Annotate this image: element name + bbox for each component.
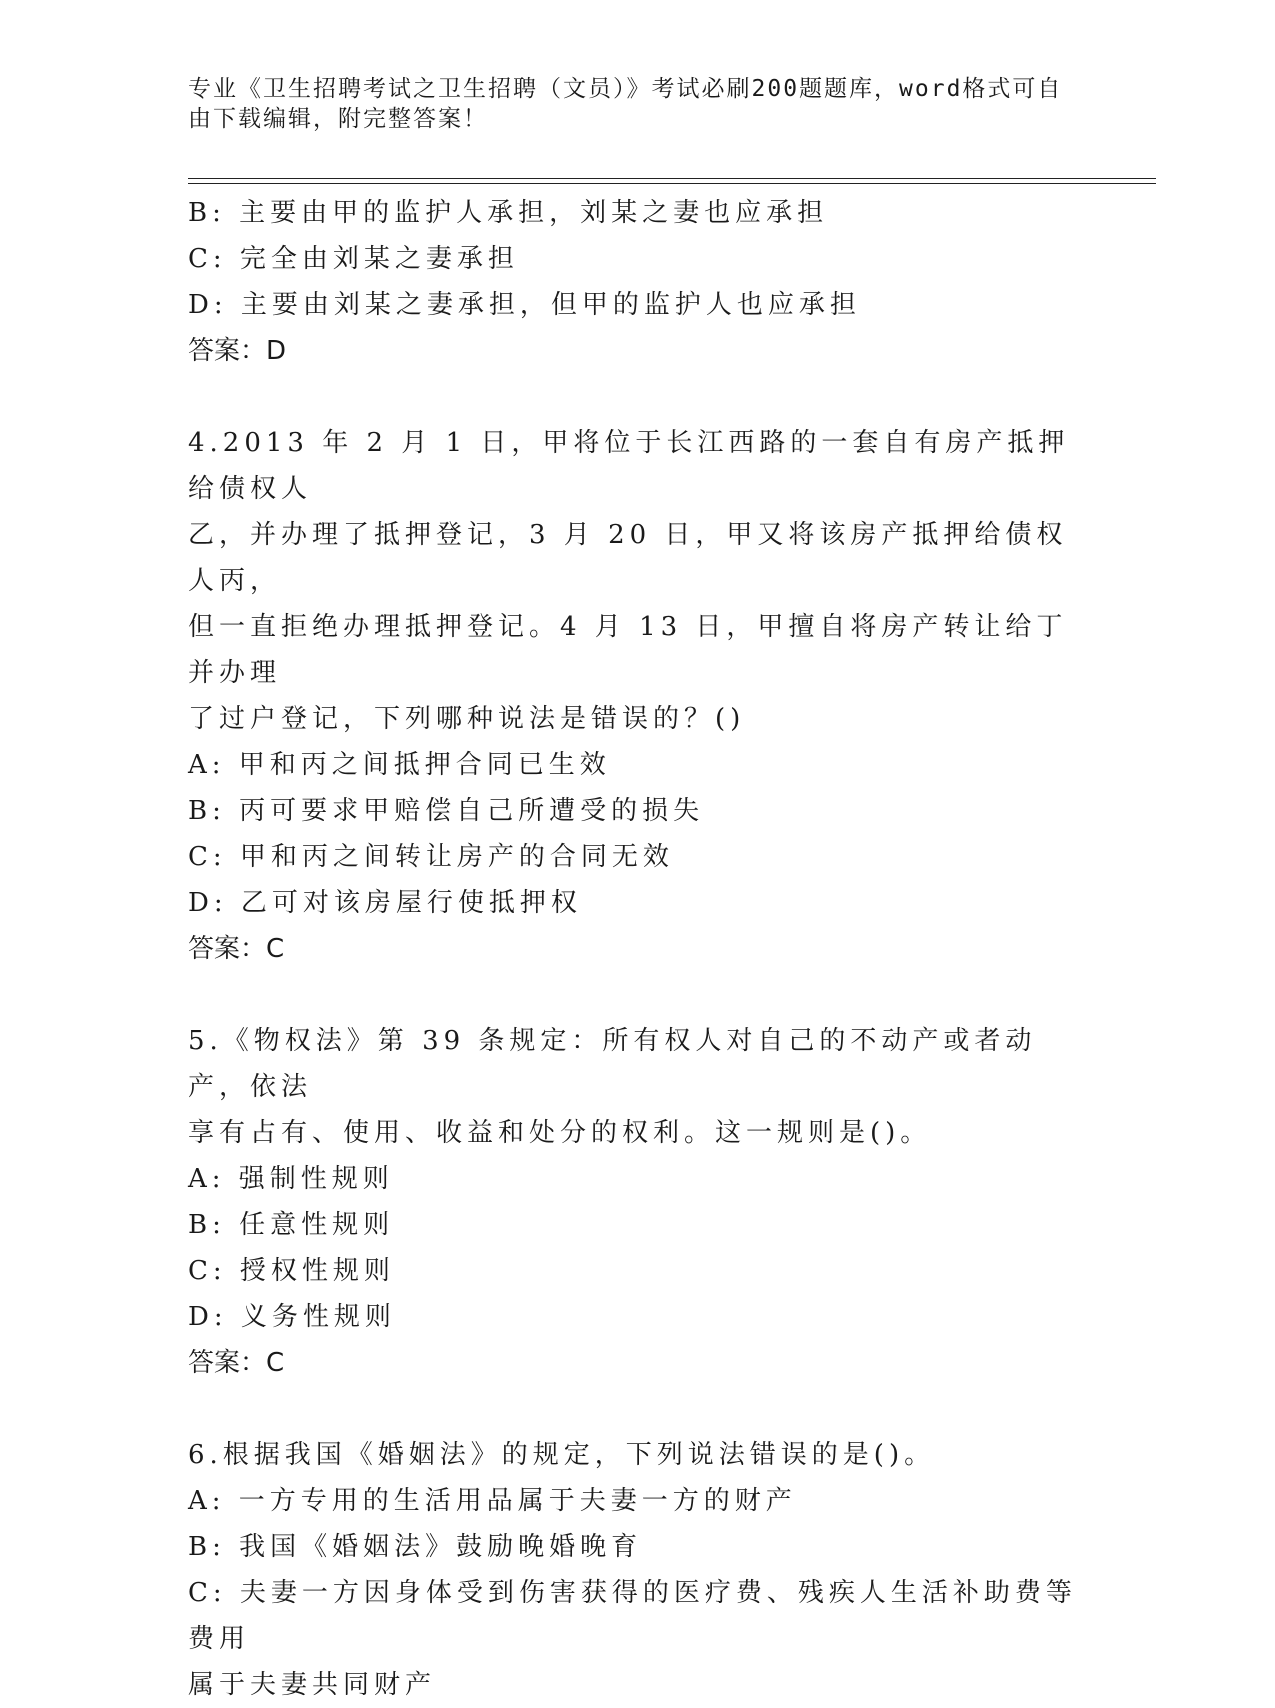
option-a: A: 甲和丙之间抵押合同已生效 bbox=[188, 750, 611, 780]
answer-line: 答案：C bbox=[188, 934, 285, 964]
header-line-1: 专业《卫生招聘考试之卫生招聘（文员）》考试必刷200题题库，word格式可自 bbox=[188, 76, 1063, 102]
question-3 bbox=[188, 190, 1088, 374]
document-body bbox=[188, 190, 1088, 1708]
header-divider-top bbox=[188, 178, 1156, 179]
question-stem-line: 但一直拒绝办理抵押登记。4 月 13 日，甲擅自将房产转让给丁并办理 bbox=[188, 612, 1068, 688]
option-c-continued: 属于夫妻共同财产 bbox=[188, 1670, 437, 1700]
spacer bbox=[188, 1386, 1088, 1432]
option-b: B: 我国《婚姻法》鼓励晚婚晚育 bbox=[188, 1532, 643, 1562]
header-divider-bottom bbox=[188, 183, 1156, 184]
question-stem-line: 6.根据我国《婚姻法》的规定，下列说法错误的是()。 bbox=[188, 1440, 936, 1470]
spacer bbox=[188, 374, 1088, 420]
option-c: C: 夫妻一方因身体受到伤害获得的医疗费、残疾人生活补助费等费用 bbox=[188, 1578, 1077, 1654]
option-d: D: 义务性规则 bbox=[188, 1302, 396, 1332]
spacer bbox=[188, 972, 1088, 1018]
option-b: B: 主要由甲的监护人承担，刘某之妻也应承担 bbox=[188, 198, 829, 228]
header-line-2: 由下载编辑，附完整答案！ bbox=[188, 106, 488, 132]
question-stem-line: 5.《物权法》第 39 条规定：所有权人对自己的不动产或者动产，依法 bbox=[188, 1026, 1037, 1102]
option-d: D: 主要由刘某之妻承担，但甲的监护人也应承担 bbox=[188, 290, 861, 320]
document-header bbox=[188, 74, 1068, 134]
question-stem-line: 享有占有、使用、收益和处分的权利。这一规则是()。 bbox=[188, 1118, 932, 1148]
question-6 bbox=[188, 1432, 1088, 1708]
option-c: C: 授权性规则 bbox=[188, 1256, 395, 1286]
question-stem-line: 4.2013 年 2 月 1 日，甲将位于长江西路的一套自有房产抵押给债权人 bbox=[188, 428, 1070, 504]
option-a: A: 一方专用的生活用品属于夫妻一方的财产 bbox=[188, 1486, 797, 1516]
question-stem-line: 了过户登记，下列哪种说法是错误的？() bbox=[188, 704, 746, 734]
option-c: C: 完全由刘某之妻承担 bbox=[188, 244, 519, 274]
answer-line: 答案：C bbox=[188, 1348, 285, 1378]
option-c: C: 甲和丙之间转让房产的合同无效 bbox=[188, 842, 674, 872]
option-a: A: 强制性规则 bbox=[188, 1164, 394, 1194]
question-5 bbox=[188, 1018, 1088, 1386]
question-stem-line: 乙，并办理了抵押登记，3 月 20 日，甲又将该房产抵押给债权人丙， bbox=[188, 520, 1068, 596]
option-d: D: 乙可对该房屋行使抵押权 bbox=[188, 888, 582, 918]
option-b: B: 丙可要求甲赔偿自己所遭受的损失 bbox=[188, 796, 705, 826]
option-b: B: 任意性规则 bbox=[188, 1210, 395, 1240]
answer-line: 答案：D bbox=[188, 336, 287, 366]
question-4 bbox=[188, 420, 1088, 972]
